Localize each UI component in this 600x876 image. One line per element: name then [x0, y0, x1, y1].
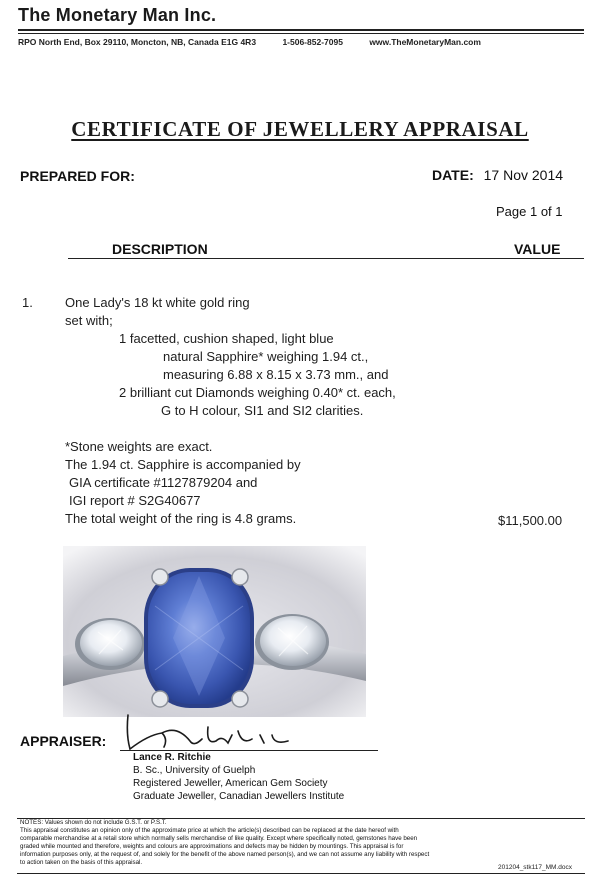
description-header: DESCRIPTION	[112, 241, 208, 257]
address: RPO North End, Box 29110, Moncton, NB, Canada E1G 4R3	[18, 37, 257, 47]
value-header: VALUE	[514, 241, 561, 257]
description-line: One Lady's 18 kt white gold ring	[65, 295, 250, 310]
ring-photo	[63, 546, 366, 717]
column-header-rule	[68, 258, 584, 259]
contact-line	[18, 37, 584, 47]
note-line: The 1.94 ct. Sapphire is accompanied by	[65, 457, 301, 472]
header-rule	[18, 29, 584, 31]
description-line: G to H colour, SI1 and SI2 clarities.	[161, 403, 364, 418]
certificate-title: CERTIFICATE OF JEWELLERY APPRAISAL	[71, 117, 529, 141]
item-value: $11,500.00	[498, 513, 563, 528]
header-rule-thin	[18, 33, 584, 34]
description-line: natural Sapphire* weighing 1.94 ct.,	[163, 349, 369, 364]
notes-line: This appraisal constitutes an opinion only of the approximate price at which the article(s) described can be replaced at the date hereof with	[20, 827, 399, 834]
footer-notes	[20, 819, 582, 867]
note-line: IGI report # S2G40677	[69, 493, 201, 508]
document-code: 201204_stk117_MM.docx	[498, 864, 572, 871]
page-number: Page 1 of 1	[496, 204, 563, 219]
date-label: DATE:	[432, 167, 474, 183]
appraiser-credentials	[133, 751, 344, 803]
website-link[interactable]: www.TheMonetaryMan.com	[369, 37, 481, 47]
credential-line: Registered Jeweller, American Gem Society	[133, 778, 328, 789]
spacer	[65, 420, 396, 438]
phone: 1-506-852-7095	[282, 37, 343, 47]
notes-line: information purposes only, at the request of, and solely for the benefit of the above named person(s), and we can not assume any liability with respect	[20, 851, 430, 858]
signature	[122, 705, 302, 755]
item-description	[65, 294, 396, 528]
credential-line: B. Sc., University of Guelph	[133, 765, 256, 776]
notes-line: graded while mounted and therefore, weights and colours are approximations and defects may be hidden by mountings. This appraisal is for	[20, 843, 404, 850]
item-number: 1.	[22, 295, 33, 310]
prepared-for-label: PREPARED FOR:	[20, 168, 135, 184]
description-line: 1 facetted, cushion shaped, light blue	[119, 331, 334, 346]
description-line: set with;	[65, 313, 113, 328]
notes-line: to action taken on the basis of this appraisal.	[20, 859, 143, 866]
note-line: The total weight of the ring is 4.8 grams.	[65, 511, 297, 526]
credential-line: Graduate Jeweller, Canadian Jewellers Institute	[133, 791, 345, 802]
notes-line: NOTES: Values shown do not include G.S.T. or P.S.T.	[20, 819, 167, 826]
date-block	[432, 167, 563, 183]
date-value: 17 Nov 2014	[483, 167, 564, 183]
description-line: measuring 6.88 x 8.15 x 3.73 mm., and	[163, 367, 389, 382]
appraiser-name: Lance R. Ritchie	[133, 752, 211, 763]
note-line: GIA certificate #1127879204 and	[69, 475, 258, 490]
company-name: The Monetary Man Inc.	[18, 5, 217, 25]
note-line: *Stone weights are exact.	[65, 439, 213, 454]
appraiser-label: APPRAISER:	[20, 733, 107, 749]
notes-line: comparable merchandise at a retail store which normally sells merchandise of like quality. Except where specifically noted, gemstones have been	[20, 835, 418, 842]
description-line: 2 brilliant cut Diamonds weighing 0.40* ct. each,	[119, 385, 396, 400]
